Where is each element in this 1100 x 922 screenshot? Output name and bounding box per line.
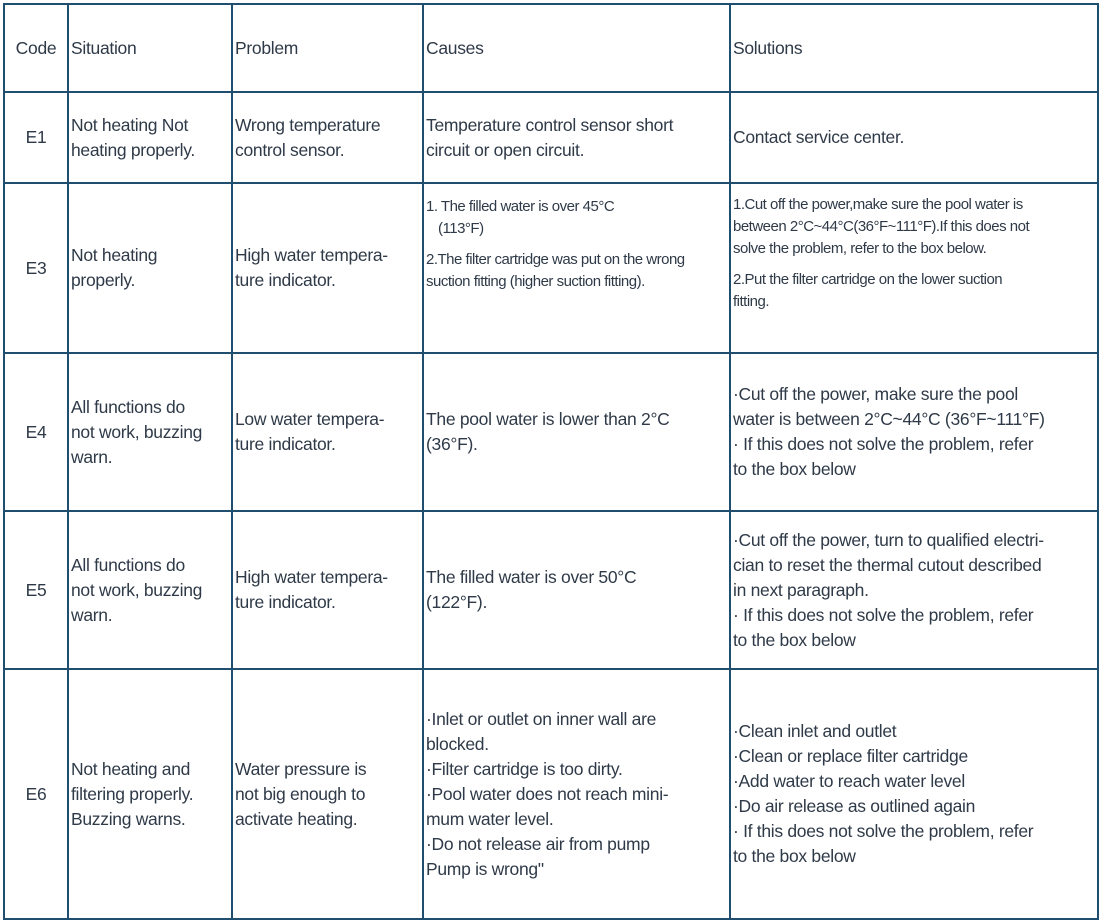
solutions-line: to the box below: [733, 629, 856, 650]
problem-cell: [232, 183, 423, 353]
causes-line: Temperature control sensor short: [426, 114, 674, 135]
situation-line: filtering properly.: [71, 783, 194, 804]
causes-line: circuit or open circuit.: [426, 139, 585, 160]
situation-cell: [68, 511, 232, 669]
causes-line: (113°F): [438, 220, 484, 237]
solutions-cell: [730, 92, 1098, 183]
error-code: E3: [4, 183, 68, 353]
solutions-line: ·Clean inlet and outlet: [733, 721, 897, 741]
troubleshooting-table: [3, 3, 1099, 920]
problem-line: Wrong temperature: [235, 114, 381, 135]
causes-line: Pump is wrong": [426, 858, 544, 879]
problem-line: Water pressure is: [235, 758, 367, 779]
solutions-line: ·Cut off the power, make sure the pool: [733, 384, 1018, 404]
situation-line: Not heating and: [71, 758, 191, 779]
error-code: E1: [4, 92, 68, 183]
problem-line: High water tempera-: [235, 245, 388, 265]
causes-cell: [423, 353, 730, 511]
solutions-line: · If this does not solve the problem, refer: [733, 434, 1034, 454]
solutions-line: · If this does not solve the problem, refer: [733, 604, 1034, 625]
solutions-line: to the box below: [733, 846, 856, 866]
causes-line: (122°F).: [426, 592, 488, 612]
causes-line: ·Inlet or outlet on inner wall are: [426, 708, 657, 729]
solutions-cell: [730, 183, 1098, 353]
header-row: [4, 4, 1098, 92]
situation-line: All functions do: [71, 554, 185, 575]
causes-line: suction fitting (higher suction fitting).: [426, 273, 645, 290]
causes-line: 2.The filter cartridge was put on the wrong: [426, 251, 685, 268]
situation-line: warn.: [71, 446, 113, 467]
solutions-cell: [730, 511, 1098, 669]
solutions-line: fitting.: [733, 293, 770, 310]
problem-line: ture indicator.: [235, 270, 336, 290]
solution-item-2: [733, 269, 1095, 313]
table-row-e3: [4, 183, 1098, 353]
error-code: E5: [4, 511, 68, 669]
header-code: Code: [4, 4, 68, 92]
table-row-e1: [4, 92, 1098, 183]
situation-cell: [68, 183, 232, 353]
problem-line: not big enough to: [235, 783, 366, 804]
solutions-line: Contact service center.: [733, 127, 905, 147]
solutions-line: between 2°C~44°C(36°F~111°F).If this does not: [733, 218, 1030, 235]
causes-line: 1. The filled water is over 45°C: [426, 198, 615, 215]
header-problem: Problem: [232, 4, 423, 92]
problem-line: control sensor.: [235, 139, 345, 160]
causes-line: (36°F).: [426, 434, 478, 454]
situation-cell: [68, 669, 232, 919]
situation-line: properly.: [71, 270, 136, 290]
header-situation: Situation: [68, 4, 232, 92]
solutions-line: ·Do air release as outlined again: [733, 796, 976, 816]
problem-cell: [232, 511, 423, 669]
table-row-e4: [4, 353, 1098, 511]
causes-cell: [423, 511, 730, 669]
cause-item-1: [426, 196, 727, 240]
solutions-cell: [730, 669, 1098, 919]
solutions-cell: [730, 353, 1098, 511]
header-solutions: Solutions: [730, 4, 1098, 92]
solutions-line: to the box below: [733, 459, 856, 479]
situation-line: not work, buzzing: [71, 579, 203, 600]
table-row-e5: [4, 511, 1098, 669]
problem-line: activate heating.: [235, 808, 358, 829]
causes-line: The filled water is over 50°C: [426, 567, 637, 587]
solutions-line: ·Add water to reach water level: [733, 771, 965, 791]
situation-line: Not heating: [71, 245, 158, 265]
causes-line: The pool water is lower than 2°C: [426, 409, 670, 429]
solutions-line: · If this does not solve the problem, refer: [733, 821, 1034, 841]
header-causes: Causes: [423, 4, 730, 92]
solutions-line: ·Cut off the power, turn to qualified electri-: [733, 529, 1044, 550]
situation-line: heating properly.: [71, 139, 195, 160]
situation-cell: [68, 353, 232, 511]
problem-line: Low water tempera-: [235, 409, 385, 429]
causes-line: ·Pool water does not reach mini-: [426, 783, 669, 804]
situation-line: All functions do: [71, 396, 185, 417]
causes-cell: [423, 183, 730, 353]
causes-line: ·Do not release air from pump: [426, 833, 650, 854]
situation-line: not work, buzzing: [71, 421, 203, 442]
problem-line: High water tempera-: [235, 567, 388, 587]
solutions-line: cian to reset the thermal cutout described: [733, 554, 1042, 575]
problem-cell: [232, 92, 423, 183]
problem-line: ture indicator.: [235, 592, 336, 612]
causes-cell: [423, 669, 730, 919]
error-code: E6: [4, 669, 68, 919]
solutions-line: in next paragraph.: [733, 579, 869, 600]
error-code: E4: [4, 353, 68, 511]
cause-item-2: [426, 249, 727, 293]
causes-line: ·Filter cartridge is too dirty.: [426, 758, 623, 779]
solutions-line: 2.Put the filter cartridge on the lower suction: [733, 271, 1003, 288]
problem-line: ture indicator.: [235, 434, 336, 454]
situation-line: warn.: [71, 604, 113, 625]
solutions-line: ·Clean or replace filter cartridge: [733, 746, 968, 766]
solutions-line: water is between 2°C~44°C (36°F~111°F): [733, 409, 1045, 429]
solutions-line: 1.Cut off the power,make sure the pool water is: [733, 196, 1023, 213]
table-row-e6: [4, 669, 1098, 919]
causes-line: blocked.: [426, 733, 489, 754]
situation-line: Not heating Not: [71, 114, 189, 135]
situation-line: Buzzing warns.: [71, 808, 186, 829]
solution-item-1: [733, 194, 1095, 260]
causes-cell: [423, 92, 730, 183]
problem-cell: [232, 353, 423, 511]
situation-cell: [68, 92, 232, 183]
problem-cell: [232, 669, 423, 919]
causes-line: mum water level.: [426, 808, 554, 829]
solutions-line: solve the problem, refer to the box below.: [733, 240, 987, 257]
